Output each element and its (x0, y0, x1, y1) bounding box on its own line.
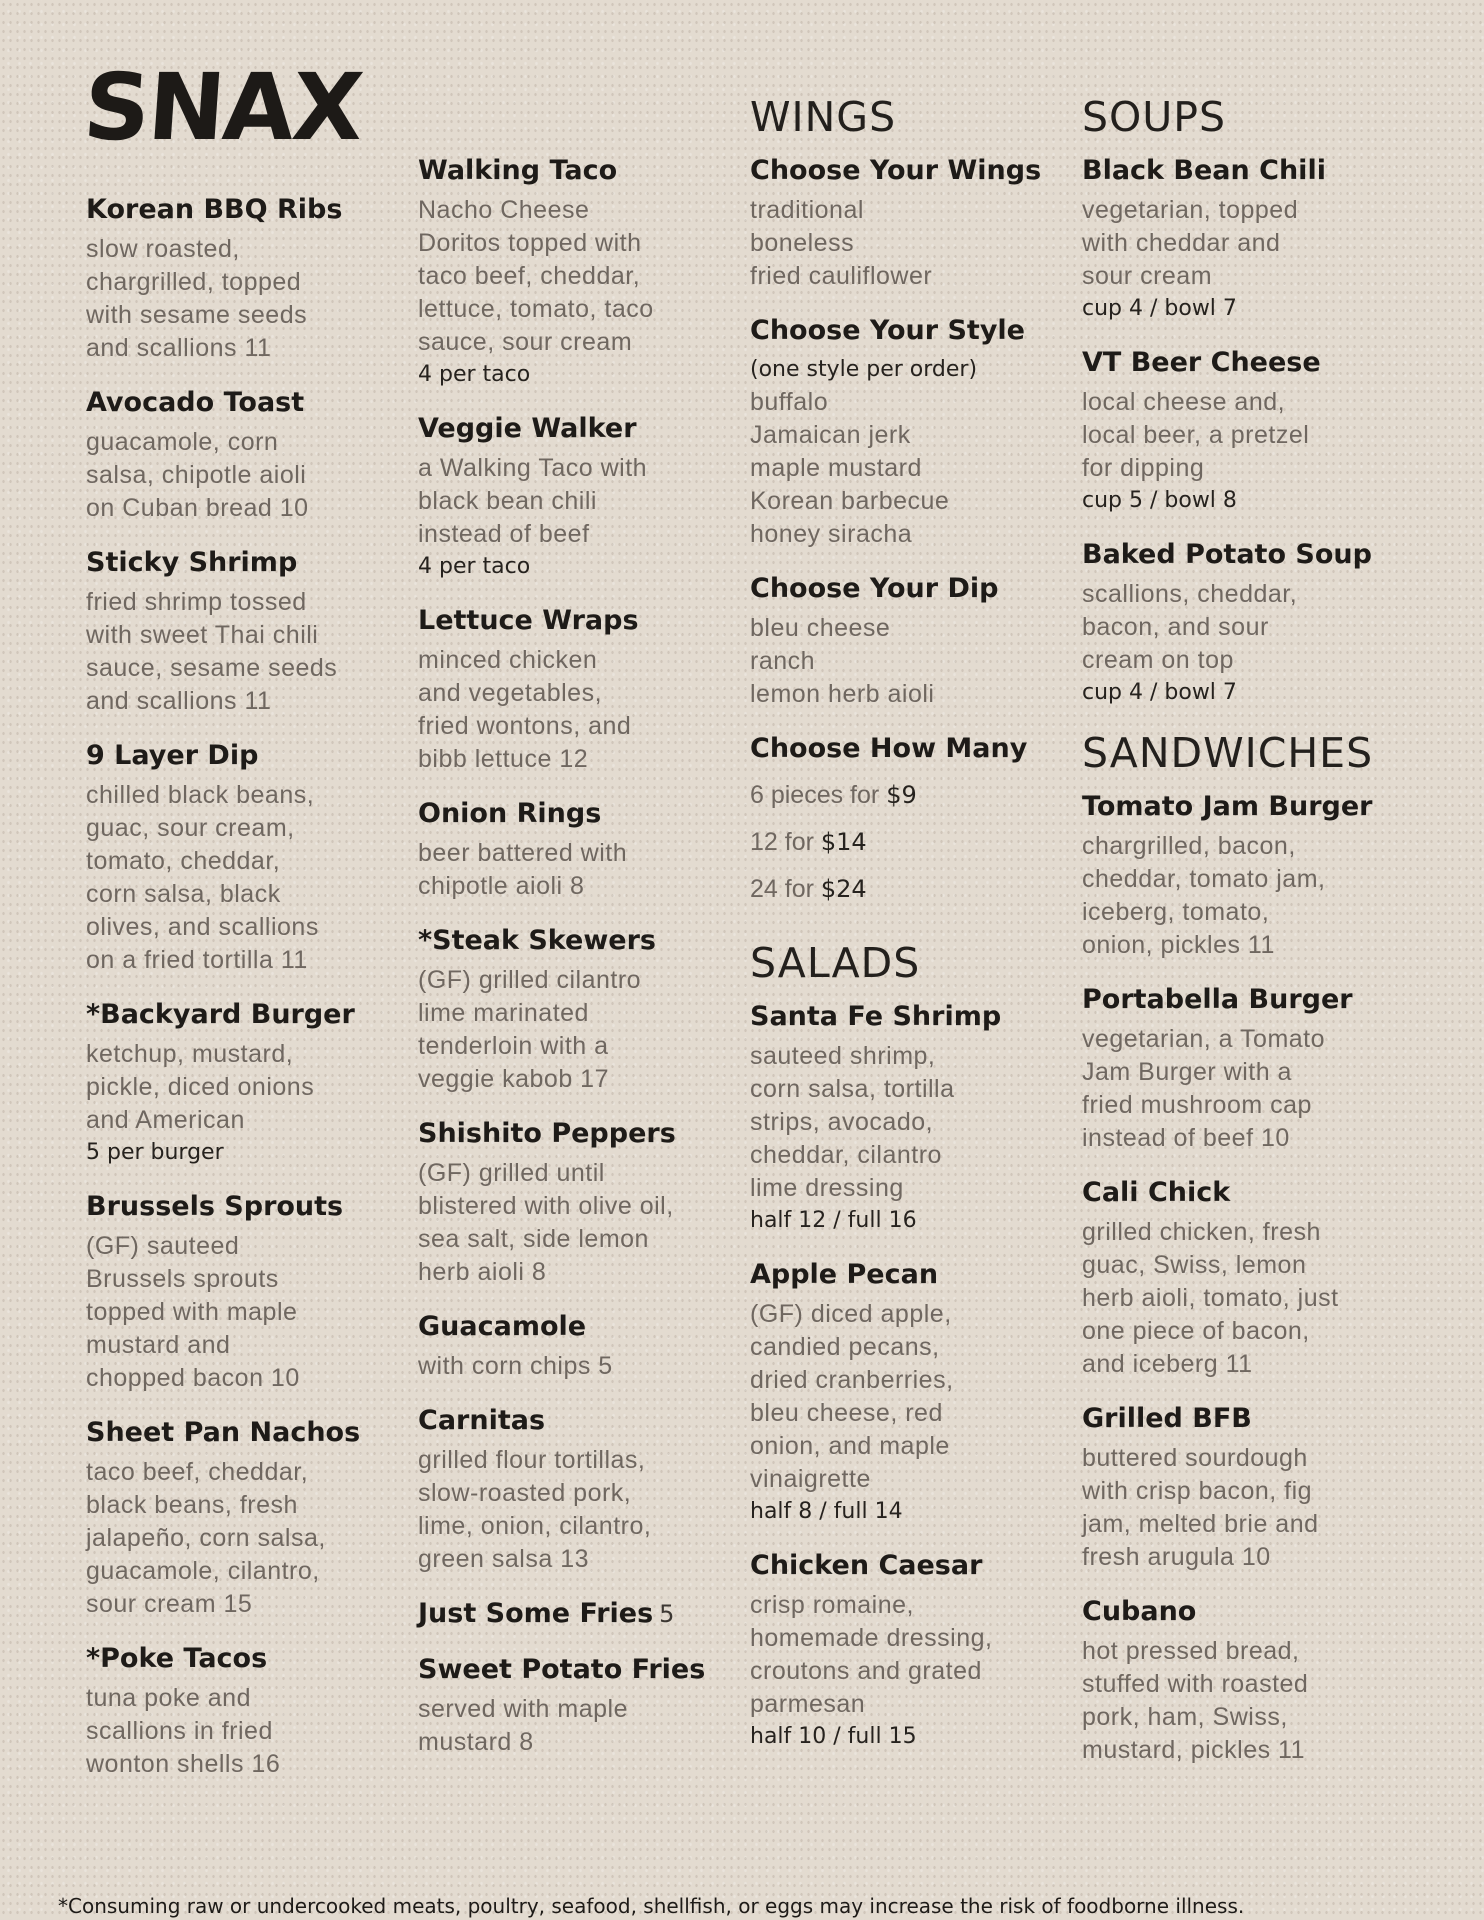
item-description-line: stuffed with roasted (1082, 1670, 1309, 1698)
item-description-line: cheddar, cilantro (750, 1141, 942, 1169)
item-description-line: and American (86, 1106, 245, 1134)
item-description-line: mustard and (86, 1331, 231, 1359)
item-name-text: Brussels Sprouts (86, 1191, 344, 1222)
item-description-line: and scallions 11 (86, 687, 272, 715)
item-name-text: Baked Potato Soup (1082, 539, 1372, 570)
item-name (418, 1652, 738, 1688)
item-description-line: maple mustard (750, 454, 922, 482)
item-name (418, 796, 738, 832)
item-description-line: slow-roasted pork, (418, 1479, 632, 1507)
item-name-text: Shishito Peppers (418, 1118, 676, 1149)
item-description-line: corn salsa, black (86, 880, 281, 908)
item-description-line: topped with maple (86, 1298, 298, 1326)
item-name (1082, 153, 1402, 189)
item-description-line: veggie kabob 17 (418, 1065, 609, 1093)
item-description-line: Jam Burger with a (1082, 1058, 1292, 1086)
item-name-text: Choose Your Style (750, 315, 1025, 346)
item-description-line: sauteed shrimp, (750, 1042, 936, 1070)
menu-item (86, 738, 406, 977)
item-description-line: bacon, and sour (1082, 613, 1269, 641)
menu-item (86, 385, 406, 525)
item-description-line: (GF) grilled cilantro (418, 966, 642, 994)
item-name-text: Sheet Pan Nachos (86, 1417, 361, 1448)
menu-item (1082, 1401, 1402, 1574)
wing-count-option (750, 819, 1070, 866)
item-description-line: and vegetables, (418, 679, 603, 707)
item-name-text: *Poke Tacos (86, 1643, 268, 1674)
item-description-line: beer battered with (418, 839, 628, 867)
item-name-text: Just Some Fries (418, 1598, 654, 1629)
snax-column-1 (86, 192, 406, 1801)
item-name-text: *Steak Skewers (418, 925, 656, 956)
item-description-line: chargrilled, topped (86, 268, 302, 296)
item-name-text: Santa Fe Shrimp (750, 1001, 1002, 1032)
item-name (418, 1116, 738, 1152)
menu-item (418, 603, 738, 776)
menu-item (1082, 345, 1402, 517)
soups-sandwiches-column (1082, 93, 1402, 1787)
item-description-line: homemade dressing, (750, 1624, 993, 1652)
item-description-line: pork, ham, Swiss, (1082, 1703, 1288, 1731)
wing-count-list (750, 772, 1070, 913)
item-description-line: scallions, cheddar, (1082, 580, 1298, 608)
item-description-line: corn salsa, tortilla (750, 1075, 955, 1103)
item-description-line: chopped bacon 10 (86, 1364, 300, 1392)
item-name-text: Veggie Walker (418, 413, 637, 444)
item-description-line: guacamole, cilantro, (86, 1557, 320, 1585)
item-description-line: pickle, diced onions (86, 1073, 315, 1101)
item-price: (one style per order) (750, 357, 978, 382)
item-name-text: Black Bean Chili (1082, 155, 1326, 186)
item-price: 5 (659, 1600, 675, 1628)
item-description-line: slow roasted, (86, 235, 240, 263)
item-name-text: Portabella Burger (1082, 984, 1353, 1015)
item-name-text: Grilled BFB (1082, 1403, 1252, 1434)
item-description-line: vegetarian, topped (1082, 196, 1299, 224)
item-description-line: wonton shells 16 (86, 1750, 281, 1778)
item-description-line: fried wontons, and (418, 712, 632, 740)
item-name (750, 999, 1070, 1035)
menu-item (1082, 1594, 1402, 1767)
item-price: 4 per taco (418, 362, 531, 387)
item-description-line: lime, onion, cilantro, (418, 1512, 652, 1540)
item-name (750, 153, 1070, 189)
item-name (86, 385, 406, 421)
food-safety-disclaimer: *Consuming raw or undercooked meats, poultry, seafood, shellfish, or eggs may increase the risk of foodborne illness. (58, 1894, 1245, 1918)
wing-count-option (750, 772, 1070, 819)
item-description-line: served with maple (418, 1695, 628, 1723)
item-name (86, 1641, 406, 1677)
item-description-line: sour cream (1082, 262, 1213, 290)
wings-salads-column (750, 93, 1070, 1773)
wing-count-price: $9 (886, 781, 917, 809)
item-name (1082, 982, 1402, 1018)
item-description-line: croutons and grated (750, 1657, 982, 1685)
item-name (418, 411, 738, 447)
item-description-line: local cheese and, (1082, 388, 1286, 416)
item-description-line: herb aioli 8 (418, 1258, 547, 1286)
item-description-line: instead of beef 10 (1082, 1124, 1290, 1152)
item-description-line: salsa, chipotle aioli (86, 461, 307, 489)
wings-items (750, 153, 1070, 711)
item-description-line: lettuce, tomato, taco (418, 295, 654, 323)
wing-count-text: 24 for (750, 875, 814, 903)
salads-items (750, 999, 1070, 1753)
item-description-line: lime dressing (750, 1174, 904, 1202)
item-name-text: Choose Your Dip (750, 573, 999, 604)
item-description-line: instead of beef (418, 520, 590, 548)
item-description-line: black beans, fresh (86, 1491, 298, 1519)
menu-item (1082, 153, 1402, 325)
menu-title: SNAX (80, 54, 366, 161)
item-description-line: crisp romaine, (750, 1591, 914, 1619)
item-description-line: lime marinated (418, 999, 589, 1027)
item-name (86, 545, 406, 581)
item-description-line: iceberg, tomato, (1082, 898, 1270, 926)
item-description-line: sauce, sour cream (418, 328, 633, 356)
item-description-line: herb aioli, tomato, just (1082, 1284, 1339, 1312)
menu-item (1082, 537, 1402, 709)
item-name (750, 571, 1070, 607)
item-description-line: for dipping (1082, 454, 1205, 482)
item-description-line: one piece of bacon, (1082, 1317, 1310, 1345)
item-name (1082, 537, 1402, 573)
wing-count-text: 6 pieces for (750, 781, 880, 809)
item-description-line: tomato, cheddar, (86, 847, 281, 875)
item-description-line: and iceberg 11 (1082, 1350, 1253, 1378)
item-description-line: buffalo (750, 388, 829, 416)
item-name-text: *Backyard Burger (86, 999, 355, 1030)
snax-column-2 (418, 153, 738, 1779)
item-description-line: lemon herb aioli (750, 680, 935, 708)
item-name-text: Sticky Shrimp (86, 547, 298, 578)
item-description-line: honey siracha (750, 520, 913, 548)
item-description-line: with sweet Thai chili (86, 621, 319, 649)
item-description-line: bleu cheese (750, 614, 891, 642)
item-price: 5 per burger (86, 1140, 224, 1165)
item-description-line: chilled black beans, (86, 781, 315, 809)
menu-item (418, 923, 738, 1096)
item-name-text: Guacamole (418, 1311, 587, 1342)
soups-items (1082, 153, 1402, 709)
item-name-text: Walking Taco (418, 155, 618, 186)
item-description-line: Brussels sprouts (86, 1265, 279, 1293)
item-description-line: chargrilled, bacon, (1082, 832, 1296, 860)
item-name-text: Cali Chick (1082, 1177, 1231, 1208)
menu-item (86, 192, 406, 365)
item-price: cup 4 / bowl 7 (1082, 680, 1237, 705)
menu-item (750, 999, 1070, 1237)
item-description-line: taco beef, cheddar, (418, 262, 641, 290)
menu-item (418, 1596, 738, 1632)
item-description-line: sauce, sesame seeds (86, 654, 338, 682)
item-description-line: (GF) sauteed (86, 1232, 240, 1260)
item-name-text: Lettuce Wraps (418, 605, 639, 636)
item-description-line: on a fried tortilla 11 (86, 946, 308, 974)
item-description-line: green salsa 13 (418, 1545, 590, 1573)
item-description-line: parmesan (750, 1690, 866, 1718)
item-description-line: mustard, pickles 11 (1082, 1736, 1306, 1764)
menu-item (86, 1189, 406, 1395)
item-price: cup 4 / bowl 7 (1082, 296, 1237, 321)
item-description-line: boneless (750, 229, 855, 257)
menu-item (86, 1641, 406, 1781)
item-description-line: Doritos topped with (418, 229, 642, 257)
item-name (418, 1309, 738, 1345)
menu-item (1082, 1175, 1402, 1381)
item-description-line: tenderloin with a (418, 1032, 609, 1060)
item-name-text: Avocado Toast (86, 387, 305, 418)
item-description-line: ketchup, mustard, (86, 1040, 294, 1068)
sandwiches-items (1082, 789, 1402, 1767)
item-price: cup 5 / bowl 8 (1082, 488, 1237, 513)
item-name-text: VT Beer Cheese (1082, 347, 1321, 378)
item-description-line: cream on top (1082, 646, 1234, 674)
item-description-line: with cheddar and (1082, 229, 1281, 257)
item-description-line: taco beef, cheddar, (86, 1458, 309, 1486)
item-name-text: Korean BBQ Ribs (86, 194, 343, 225)
item-description-line: minced chicken (418, 646, 598, 674)
menu-item (86, 545, 406, 718)
sandwiches-heading: SANDWICHES (1082, 729, 1374, 777)
salads-heading: SALADS (750, 939, 921, 987)
menu-item (418, 411, 738, 583)
menu-item (418, 796, 738, 903)
item-name-text: Sweet Potato Fries (418, 1654, 706, 1685)
item-description-line: local beer, a pretzel (1082, 421, 1310, 449)
wing-count-text: 12 for (750, 828, 814, 856)
item-description-line: and scallions 11 (86, 334, 272, 362)
item-description-line: jam, melted brie and (1082, 1510, 1319, 1538)
item-description-line: with corn chips 5 (418, 1352, 613, 1380)
item-description-line: vegetarian, a Tomato (1082, 1025, 1326, 1053)
item-description-line: candied pecans, (750, 1333, 940, 1361)
item-name (86, 1189, 406, 1225)
item-name (1082, 345, 1402, 381)
item-description-line: mustard 8 (418, 1728, 534, 1756)
item-name (750, 1257, 1070, 1293)
item-description-line: hot pressed bread, (1082, 1637, 1300, 1665)
menu-item (750, 731, 1070, 913)
item-description-line: tuna poke and (86, 1684, 251, 1712)
soups-heading: SOUPS (1082, 93, 1227, 141)
item-name: Choose How Many (750, 733, 1028, 764)
item-description-line: dried cranberries, (750, 1366, 954, 1394)
item-name (418, 1596, 738, 1632)
item-price: half 12 / full 16 (750, 1208, 917, 1233)
item-description-line: (GF) diced apple, (750, 1300, 952, 1328)
item-description-line: Nacho Cheese (418, 196, 590, 224)
item-name (418, 603, 738, 639)
item-description-line: chipotle aioli 8 (418, 872, 585, 900)
menu-item (750, 313, 1070, 551)
item-description-line: with sesame seeds (86, 301, 308, 329)
menu-item (750, 153, 1070, 293)
item-description-line: olives, and scallions (86, 913, 319, 941)
item-name-text: Carnitas (418, 1405, 546, 1436)
item-name-text: Tomato Jam Burger (1082, 791, 1373, 822)
menu-item (86, 997, 406, 1169)
item-description-line: jalapeño, corn salsa, (86, 1524, 326, 1552)
item-description-line: scallions in fried (86, 1717, 273, 1745)
menu-item (1082, 982, 1402, 1155)
item-description-line: bleu cheese, red (750, 1399, 943, 1427)
item-name (418, 923, 738, 959)
item-description-line: ranch (750, 647, 816, 675)
menu-item (418, 1116, 738, 1289)
item-description-line: sour cream 15 (86, 1590, 253, 1618)
wing-count-option (750, 866, 1070, 913)
item-description-line: onion, pickles 11 (1082, 931, 1275, 959)
item-price: half 8 / full 14 (750, 1499, 903, 1524)
item-description-line: traditional (750, 196, 864, 224)
menu-item (750, 1548, 1070, 1753)
item-description-line: guac, sour cream, (86, 814, 295, 842)
item-price: half 10 / full 15 (750, 1724, 917, 1749)
item-name (86, 1415, 406, 1451)
menu-item (418, 1403, 738, 1576)
item-description-line: black bean chili (418, 487, 597, 515)
item-description-line: guacamole, corn (86, 428, 279, 456)
wing-count-price: $24 (820, 875, 867, 903)
item-name-text: Choose Your Wings (750, 155, 1042, 186)
item-description-line: vinaigrette (750, 1465, 871, 1493)
item-description-line: (GF) grilled until (418, 1159, 605, 1187)
item-description-line: sea salt, side lemon (418, 1225, 649, 1253)
item-name-text: Cubano (1082, 1596, 1197, 1627)
item-name (750, 1548, 1070, 1584)
item-name-text: 9 Layer Dip (86, 740, 259, 771)
item-name (750, 313, 1070, 349)
item-description-line: Jamaican jerk (750, 421, 911, 449)
menu-item (86, 1415, 406, 1621)
item-description-line: fried shrimp tossed (86, 588, 307, 616)
menu-item (750, 571, 1070, 711)
item-description-line: fresh arugula 10 (1082, 1543, 1271, 1571)
item-description-line: buttered sourdough (1082, 1444, 1308, 1472)
item-description-line: fried mushroom cap (1082, 1091, 1312, 1119)
item-price: 4 per taco (418, 554, 531, 579)
wing-count-price: $14 (820, 828, 867, 856)
item-name (1082, 1401, 1402, 1437)
item-name (1082, 1594, 1402, 1630)
item-description-line: Korean barbecue (750, 487, 950, 515)
menu-item (418, 1309, 738, 1383)
item-description-line: on Cuban bread 10 (86, 494, 309, 522)
item-description-line: onion, and maple (750, 1432, 950, 1460)
item-name-text: Apple Pecan (750, 1259, 939, 1290)
item-name (86, 192, 406, 228)
item-description-line: a Walking Taco with (418, 454, 648, 482)
item-description-line: blistered with olive oil, (418, 1192, 674, 1220)
menu-item (750, 1257, 1070, 1528)
item-name-text: Chicken Caesar (750, 1550, 983, 1581)
item-description-line: bibb lettuce 12 (418, 745, 589, 773)
item-description-line: grilled chicken, fresh (1082, 1218, 1321, 1246)
menu-item (418, 153, 738, 391)
menu-item (418, 1652, 738, 1759)
item-description-line: guac, Swiss, lemon (1082, 1251, 1307, 1279)
menu-item (1082, 789, 1402, 962)
item-name-text: Onion Rings (418, 798, 602, 829)
wings-heading: WINGS (750, 93, 897, 141)
item-name (1082, 1175, 1402, 1211)
item-description-line: fried cauliflower (750, 262, 933, 290)
item-description-line: cheddar, tomato jam, (1082, 865, 1326, 893)
item-name (86, 738, 406, 774)
item-description-line: strips, avocado, (750, 1108, 934, 1136)
item-name (86, 997, 406, 1033)
item-name (1082, 789, 1402, 825)
item-name (418, 153, 738, 189)
item-description-line: grilled flour tortillas, (418, 1446, 646, 1474)
item-name (418, 1403, 738, 1439)
item-description-line: with crisp bacon, fig (1082, 1477, 1313, 1505)
